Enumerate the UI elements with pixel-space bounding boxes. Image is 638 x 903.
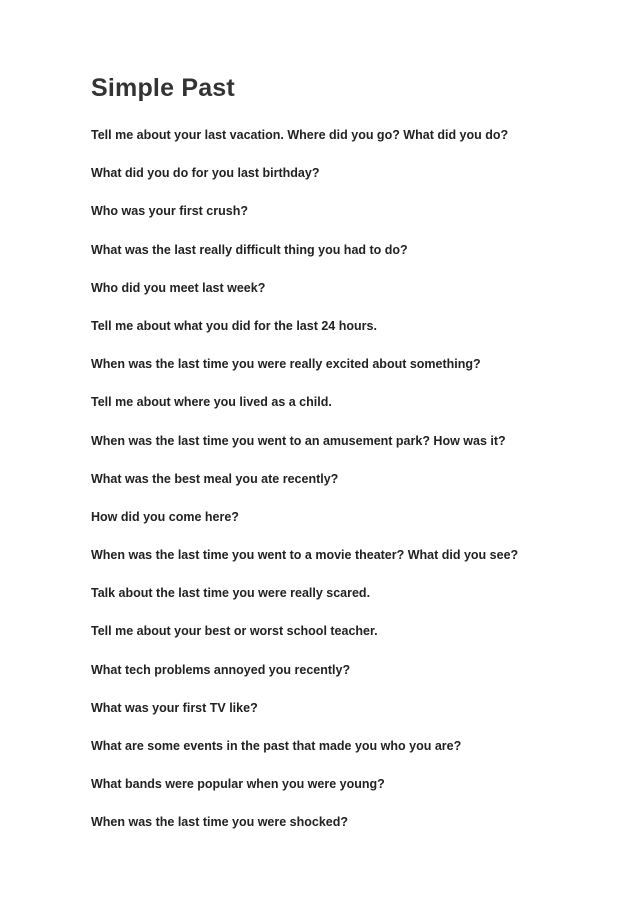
page-title: Simple Past	[91, 74, 235, 102]
question-item: What was the best meal you ate recently?	[91, 471, 339, 486]
question-item: When was the last time you went to an amusement park? How was it?	[91, 433, 506, 448]
question-item: When was the last time you were really excited about something?	[91, 357, 481, 372]
question-item: Tell me about your best or worst school teacher.	[91, 624, 378, 639]
question-item: What did you do for you last birthday?	[91, 166, 320, 181]
question-item: Tell me about where you lived as a child.	[91, 395, 332, 410]
question-item: What tech problems annoyed you recently?	[91, 662, 351, 677]
question-item: Who was your first crush?	[91, 204, 248, 219]
question-item: Tell me about what you did for the last 24 hours.	[91, 318, 377, 333]
question-item: What was your first TV like?	[91, 700, 258, 715]
question-item: How did you come here?	[91, 509, 239, 524]
question-item: Talk about the last time you were really scared.	[91, 586, 371, 601]
question-item: What was the last really difficult thing you had to do?	[91, 242, 408, 257]
question-item: What are some events in the past that made you who you are?	[91, 739, 462, 753]
question-item: Tell me about your last vacation. Where did you go? What did you do?	[91, 128, 509, 142]
question-item: Who did you meet last week?	[91, 280, 266, 295]
question-item: What bands were popular when you were young?	[91, 777, 385, 792]
question-list	[91, 127, 518, 853]
question-item: When was the last time you went to a movie theater? What did you see?	[91, 548, 519, 563]
question-item: When was the last time you were shocked?	[91, 815, 349, 830]
